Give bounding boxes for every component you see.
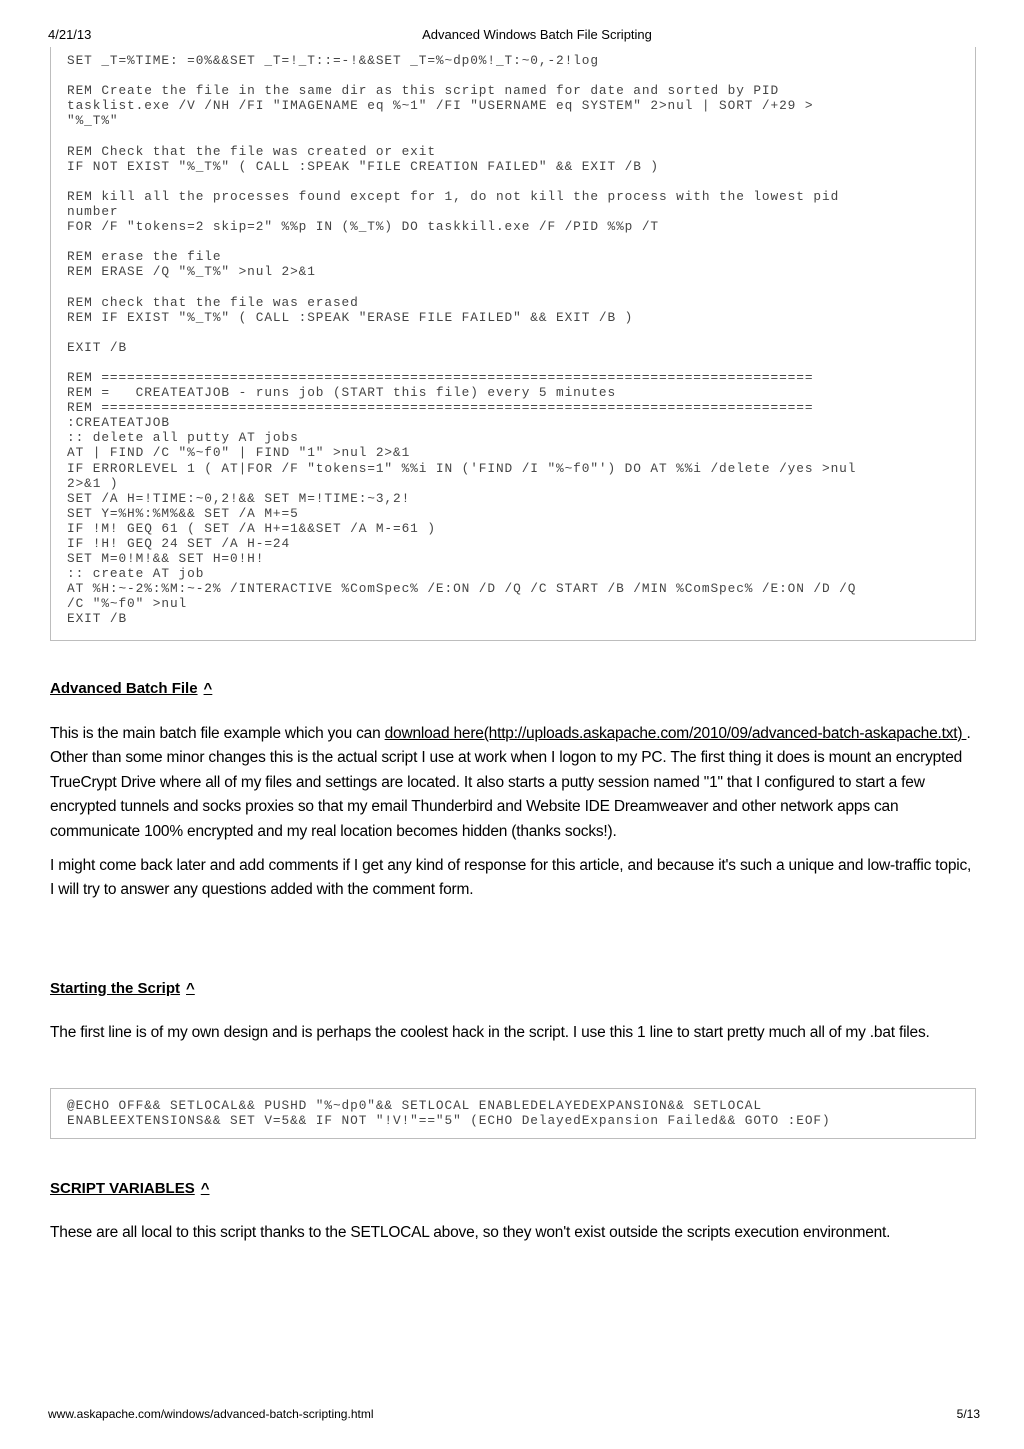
paragraph-variables: These are all local to this script thanks to the SETLOCAL above, so they won't exist outside the scripts execution environment. <box>50 1224 891 1241</box>
back-to-top-link[interactable]: ^ <box>200 1180 210 1197</box>
heading-text[interactable]: Starting the Script <box>50 980 181 997</box>
heading-script-variables[interactable] <box>50 1180 210 1197</box>
download-link[interactable]: download here(http://uploads.askapache.com/2010/09/advanced-batch-askapache.txt) <box>384 725 967 742</box>
page-header-date: 4/21/13 <box>48 27 92 42</box>
section-script-variables <box>50 1221 974 1245</box>
section-advanced-batch-file <box>50 722 974 903</box>
back-to-top-link[interactable]: ^ <box>203 680 213 697</box>
back-to-top-link[interactable]: ^ <box>186 980 195 997</box>
heading-advanced-batch-file[interactable] <box>50 680 212 697</box>
footer-url: www.askapache.com/windows/advanced-batch-scripting.html <box>48 1407 374 1421</box>
paragraph-text: . Other than some minor changes this is the actual script I use at work when I logon to my PC. The first thing it does is mount an encrypted TrueCrypt Drive where all of my files and settings are located. It also starts a putty session named "1" that I configured to start a few encrypted tunnels and socks proxies so that my email Thunderbird and Website IDE Dreamweaver and other network apps can communicate 100% encrypted and my real location becomes hidden (thanks socks!). <box>50 725 971 840</box>
footer-page-number: 5/13 <box>956 1407 980 1421</box>
heading-text[interactable]: Advanced Batch File <box>50 680 198 697</box>
code-block-kill-processes: SET _T=%TIME: =0%&&SET _T=!_T::=-!&&SET _T=%~dp0%!_T:~0,-2!log REM Create the file in the same dir as this script named for date and sorted by PID tasklist.exe /V /NH /FI "IMAGENAME eq %~1" /FI "USERNAME eq SYSTEM" 2>nul | SORT /+29 > "%_T%" REM Check that the file was created or exit IF NOT EXIST "%_T%" ( CALL :SPEAK "FILE CREATION FAILED" && EXIT /B ) REM kill all the processes found except for 1, do not kill the process with the lowest pid number FOR /F "tokens=2 skip=2" %%p IN (%_T%) DO taskkill.exe /F /PID %%p /T REM erase the file REM ERASE /Q "%_T%" >nul 2>&1 REM check that the file was erased REM IF EXIST "%_T%" ( CALL :SPEAK "ERASE FILE FAILED" && EXIT /B ) EXIT /B REM =================================================================================== REM = CREATEATJOB - runs job (START this file) every 5 minutes REM =================================================================================== :CREATEATJOB :: delete all putty AT jobs AT | FIND /C "%~f0" | FIND "1" >nul 2>&1 IF ERRORLEVEL 1 ( AT|FOR /F "tokens=1" %%i IN ('FIND /I "%~f0"') DO AT %%i /delete /yes >nul 2>&1 ) SET /A H=!TIME:~0,2!&& SET M=!TIME:~3,2! SET Y=%H%:%M%&& SET /A M+=5 IF !M! GEQ 61 ( SET /A H+=1&&SET /A M-=61 ) IF !H! GEQ 24 SET /A H-=24 SET M=0!M!&& SET H=0!H! :: create AT job AT %H:~-2%:%M:~-2% /INTERACTIVE %ComSpec% /E:ON /D /Q /C START /B /MIN %ComSpec% /E:ON /D /Q /C "%~f0" >nul EXIT /B <box>50 47 976 641</box>
paragraph-comments: I might come back later and add comments if I get any kind of response for this article, and because it's such a unique and low-traffic topic, I will try to answer any questions added with the comment form. <box>50 857 972 899</box>
paragraph-intro <box>50 722 974 844</box>
page-header-title: Advanced Windows Batch File Scripting <box>422 27 652 42</box>
paragraph-first-line: The first line is of my own design and is perhaps the coolest hack in the script. I use this 1 line to start pretty much all of my .bat files. <box>50 1024 930 1041</box>
heading-starting-the-script[interactable] <box>50 980 195 997</box>
paragraph-text: This is the main batch file example which you can <box>50 725 385 742</box>
heading-text[interactable]: SCRIPT VARIABLES <box>50 1180 195 1197</box>
section-starting-the-script <box>50 1021 974 1045</box>
code-block-first-line: @ECHO OFF&& SETLOCAL&& PUSHD "%~dp0"&& SETLOCAL ENABLEDELAYEDEXPANSION&& SETLOCAL ENABLEEXTENSIONS&& SET V=5&& IF NOT "!V!"=="5" (ECHO DelayedExpansion Failed&& GOTO :EOF) <box>50 1088 976 1139</box>
